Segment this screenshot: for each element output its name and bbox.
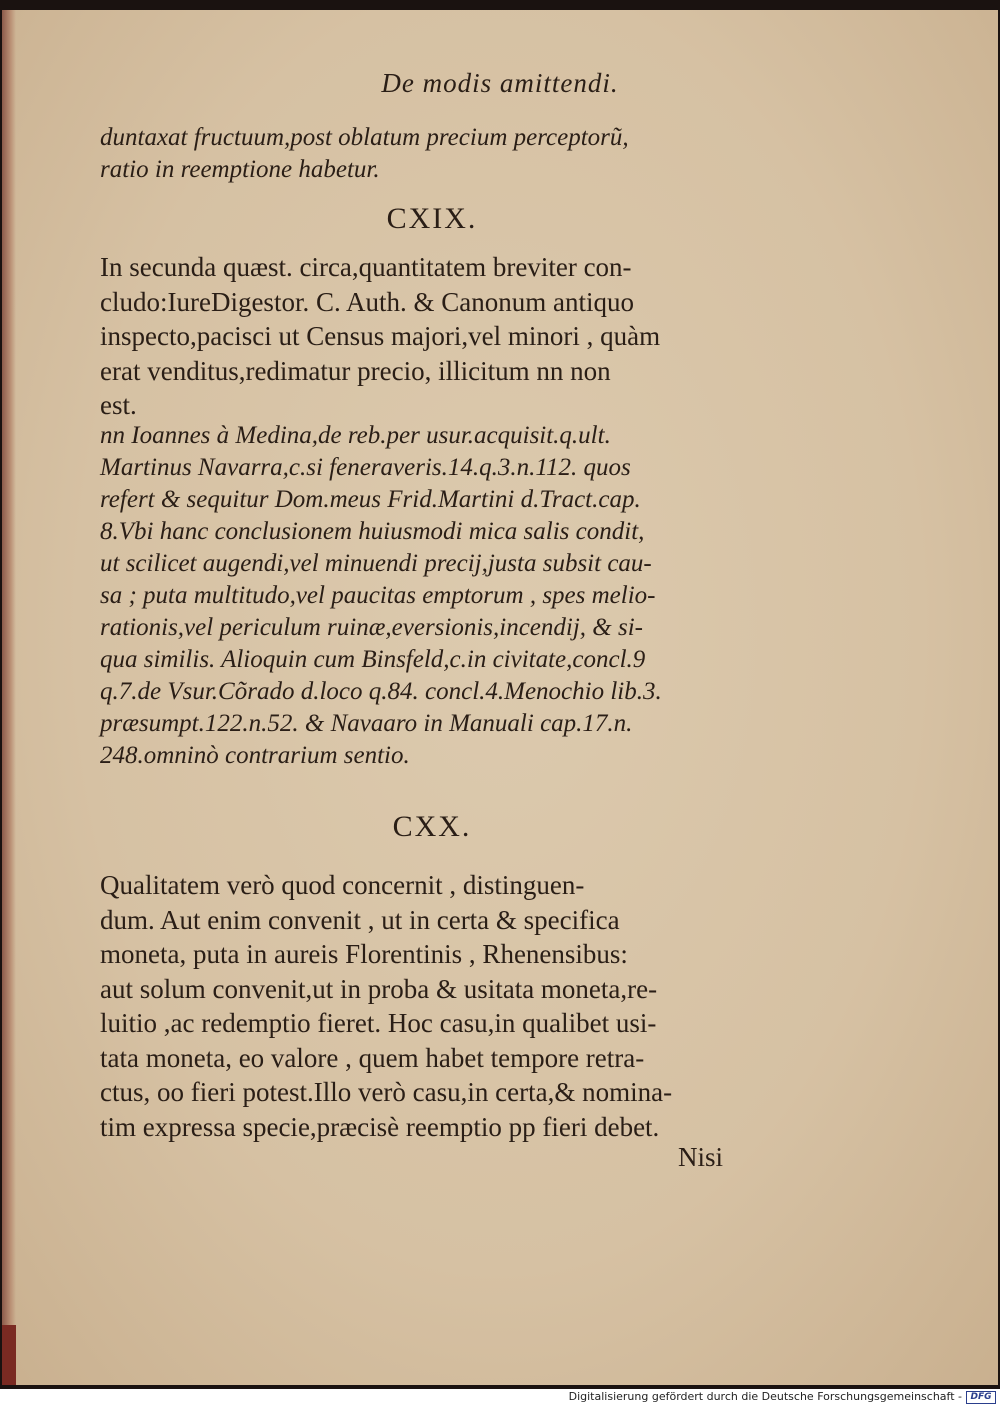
section-cxix-body xyxy=(100,250,740,423)
note-line: qua similis. Alioquin cum Binsfeld,c.in civitate,concl.9 xyxy=(100,646,646,673)
text-line: moneta, puta in aureis Florentinis , Rhenensibus: xyxy=(100,939,628,969)
dfg-logo: DFG xyxy=(966,1391,996,1404)
text-line: tim expressa specie,præcisè reemptio pp fieri debet. xyxy=(100,1111,660,1142)
text-line: est. xyxy=(100,390,137,420)
note-line: 8.Vbi hanc conclusionem huiusmodi mica salis condit, xyxy=(100,518,645,545)
text-line: dum. Aut enim convenit , ut in certa & specifica xyxy=(100,904,620,935)
text-line: ctus, oo fieri potest.Illo verò casu,in certa,& nomina- xyxy=(100,1077,673,1107)
note-line: sa ; puta multitudo,vel paucitas emptorum , spes melio- xyxy=(100,582,656,609)
note-line: 248.omninò contrarium sentio. xyxy=(100,742,410,769)
text-line: In secunda quæst. circa,quantitatem breviter con- xyxy=(100,252,632,282)
note-line: præsumpt.122.n.52. & Navaaro in Manuali cap.17.n. xyxy=(100,710,633,737)
section-cxx-body xyxy=(100,868,740,1144)
catchword: Nisi xyxy=(678,1142,724,1172)
text-line: erat venditus,redimatur precio, illicitum nn non xyxy=(100,355,611,386)
text-line: tata moneta, eo valore , quem habet tempore retra- xyxy=(100,1042,645,1073)
continuation-text xyxy=(100,122,740,186)
text-line: Qualitatem verò quod concernit , distinguen- xyxy=(100,870,585,900)
page-binding-stain xyxy=(2,1325,16,1385)
text-line: duntaxat fructuum,post oblatum precium perceptorũ, xyxy=(100,124,629,151)
funding-credit: Digitalisierung gefördert durch die Deutsche Forschungsgemeinschaft - xyxy=(568,1390,962,1403)
note-line: Martinus Navarra,c.si feneraveris.14.q.3.n.112. quos xyxy=(100,454,631,481)
section-heading-cxx: CXX. xyxy=(392,810,472,843)
footer-bar xyxy=(0,1389,1000,1407)
note-line: nn Ioannes à Medina,de reb.per usur.acquisit.q.ult. xyxy=(100,422,611,449)
text-line: aut solum convenit,ut in proba & usitata moneta,re- xyxy=(100,973,658,1004)
section-heading-cxix: CXIX. xyxy=(386,202,478,235)
note-line: ut scilicet augendi,vel minuendi precij,justa subsit cau- xyxy=(100,550,652,577)
text-line: ratio in reemptione habetur. xyxy=(100,156,380,183)
note-line: refert & sequitur Dom.meus Frid.Martini d.Tract.cap. xyxy=(100,486,641,513)
note-line: rationis,vel periculum ruinæ,eversionis,incendij, & si- xyxy=(100,614,643,641)
note-line: q.7.de Vsur.Cõrado d.loco q.84. concl.4.Menochio lib.3. xyxy=(100,678,662,705)
text-line: inspecto,pacisci ut Census majori,vel minori , quàm xyxy=(100,321,661,351)
text-line: luitio ,ac redemptio fieret. Hoc casu,in qualibet usi- xyxy=(100,1008,657,1038)
text-line: cludo:IureDigestor. C. Auth. & Canonum antiquo xyxy=(100,286,634,317)
section-cxix-note xyxy=(100,420,740,772)
book-page xyxy=(2,10,998,1385)
running-head: De modis amittendi. xyxy=(381,68,619,98)
